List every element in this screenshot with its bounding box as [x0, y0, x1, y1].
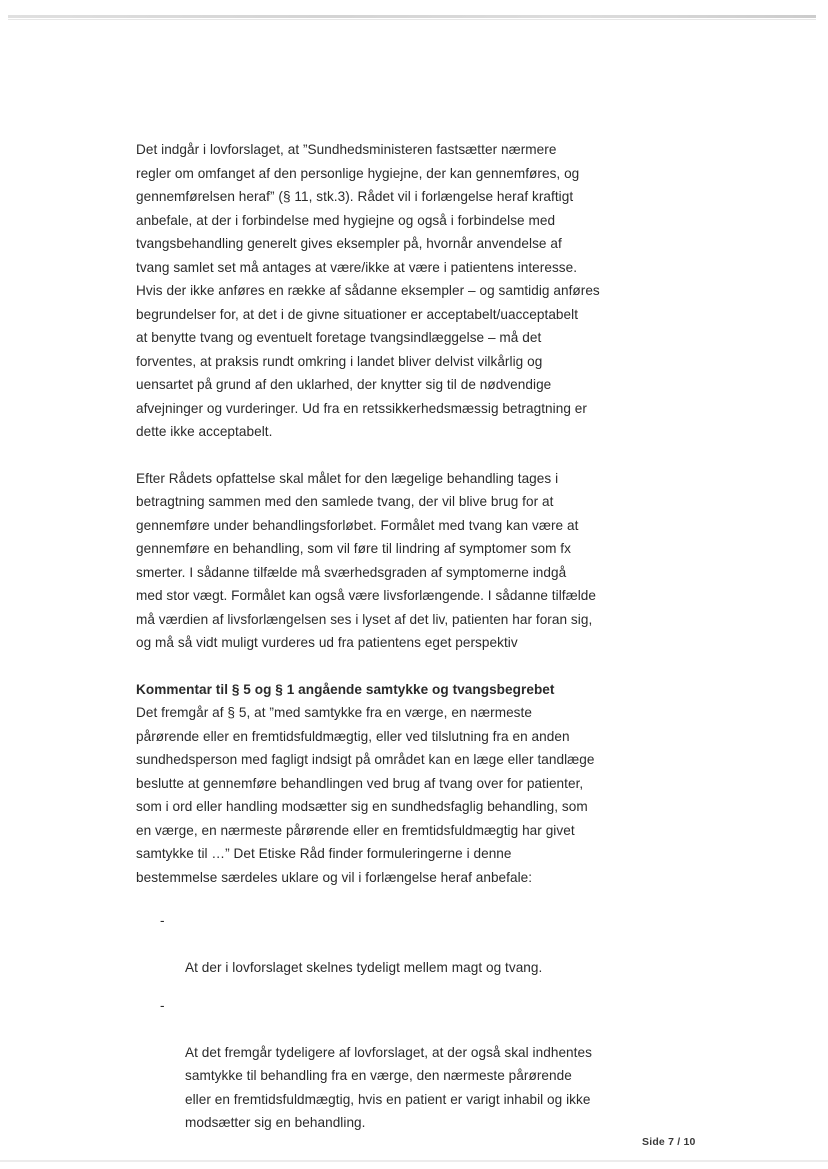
scan-edge-top [8, 15, 816, 18]
recommendation-list [136, 909, 656, 1135]
dash-bullet: - [160, 913, 165, 928]
list-item [136, 909, 656, 980]
paragraph-hygiene: Det indgår i lovforslaget, at ”Sundhedsministeren fastsætter nærmere regler om omfanget af den personlige hygiejne, der kan gennemføres, og gennemførelsen heraf” (§ 11, stk.3). Rådet vil i forlængelse heraf kraftigt anbefale, at der i forbindelse med hygiejne og også i forbindelse med tvangsbehandling generelt gives eksempler på, hvornår anvendelse af tvang samlet set må antages at være/ikke at være i patientens interesse. Hvis der ikke anføres en række af sådanne eksempler – og samtidig anføres begrundelser for, at det i de givne situationer er acceptabelt/uacceptabelt at benytte tvang og eventuelt foretage tvangsindlæggelse – må det forventes, at praksis rundt omkring i landet bliver delvist vilkårlig og uensartet på grund af den uklarhed, der knytter sig til de nødvendige afvejninger og vurderinger. Ud fra en retssikkerhedsmæssig betragtning er dette ikke acceptabelt. [136, 142, 600, 439]
scan-edge-top-secondary [8, 19, 816, 20]
paragraph-consent: Det fremgår af § 5, at ”med samtykke fra en værge, en nærmeste pårørende eller en fremtidsfuldmægtig, eller ved tilslutning fra en anden sundhedsperson med fagligt indsigt på området kan en læge eller tandlæge beslutte at gennemføre behandlingen ved brug af tvang over for patienter, som i ord eller handling modsætter sig en sundhedsfaglig behandling, som en værge, en nærmeste pårørende eller en fremtidsfuldmægtig har givet samtykke til …” Det Etiske Råd finder formuleringerne i denne bestemmelse særdeles uklare og vil i forlængelse heraf anbefale: [136, 705, 595, 885]
paragraph-treatment-goal: Efter Rådets opfattelse skal målet for den lægelige behandling tages i betragtning sammen med den samlede tvang, der vil blive brug for at gennemføre under behandlingsforløbet. Formålet med tvang kan være at gennemføre en behandling, som vil føre til lindring af symptomer som fx smerter. I sådanne tilfælde må sværhedsgraden af symptomerne indgå med stor vægt. Formålet kan også være livsforlængende. I sådanne tilfælde må værdien af livsforlængelsen ses i lyset af det liv, patienten har foran sig, og må så vidt muligt vurderes ud fra patientens eget perspektiv [136, 470, 597, 650]
scan-edge-bottom [0, 1160, 828, 1162]
dash-bullet: - [160, 997, 165, 1013]
document-body [136, 138, 656, 1149]
section-consent [136, 678, 656, 890]
section-heading: Kommentar til § 5 og § 1 angående samtykke og tvangsbegrebet [136, 681, 555, 697]
list-item-text: At der i lovforslaget skelnes tydeligt mellem magt og tvang. [185, 960, 543, 975]
list-item [136, 994, 656, 1135]
list-item-text: At det fremgår tydeligere af lovforslaget, at der også skal indhentes samtykke til behandling fra en værge, den nærmeste pårørende eller en fremtidsfuldmægtig, hvis en patient er varigt inhabil og ikke modsætter sig en behandling. [185, 1044, 592, 1130]
page-number: Side 7 / 10 [642, 1136, 696, 1148]
